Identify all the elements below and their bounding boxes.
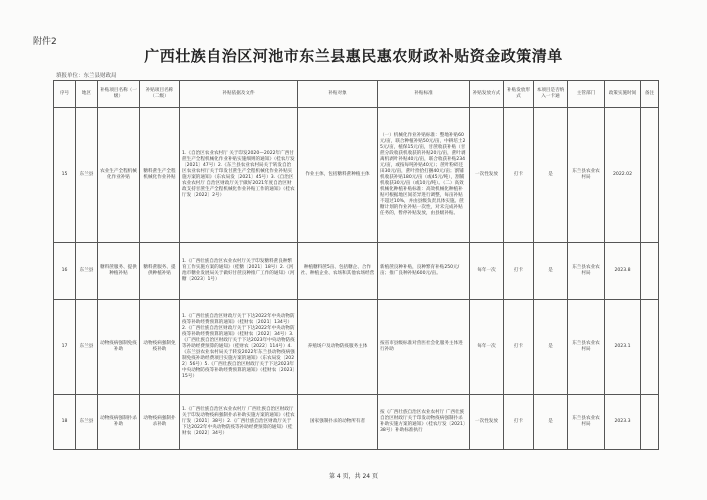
standard-cell: 按省市县级标准对兽医社会化服务主体进行补助 — [378, 300, 470, 395]
time-cell: 2023.1 — [605, 300, 641, 395]
name2-cell: 动物疫病强制免疫补助 — [140, 300, 180, 395]
note-cell — [641, 108, 659, 243]
basis-cell: 1.《广西壮族自治区农业农村厅 广西壮族自治区财政厅关于印发动物疫病强制扑杀补助实施方案的通知》（桂农厅发〔2021〕38号）2.《广西壮族自治区财政厅关于下达2022年中央动物防疫等补助经费预算的通知》（桂财农〔2022〕34号） — [180, 395, 298, 450]
basis-cell: 1.《广西壮族自治区农业农村厅关于印发糖料蔗良种繁育工作实施方案的通知》（桂糖〔2021〕18号）2.《河池市糖业发展局关于做好甘蔗良种推广工作的通知》（河糖〔2023〕1号） — [180, 243, 298, 300]
header-cell: 补贴对象 — [298, 81, 378, 108]
attachment-label: 附件2 — [33, 37, 57, 47]
yikatong-cell: 是 — [534, 300, 568, 395]
region-cell: 东兰县 — [76, 108, 98, 243]
note-cell — [641, 395, 659, 450]
name1-cell: 糖料蔗服务、提供种植补贴 — [98, 243, 140, 300]
header-cell: 补贴项目名称（二级） — [140, 81, 180, 108]
note-cell — [641, 243, 659, 300]
region-cell: 东兰县 — [76, 300, 98, 395]
target-cell: 种植糖料蔗5亩、包括糖企、合作社、种植企业、农场和其他农场经营 — [298, 243, 378, 300]
yikatong-cell: 是 — [534, 395, 568, 450]
dept-cell: 东兰县农业农村局 — [568, 300, 605, 395]
header-cell: 序号 — [54, 81, 76, 108]
header-cell: 本项目是否纳入一卡通 — [534, 81, 568, 108]
header-cell: 补贴标准 — [378, 81, 470, 108]
form-cell: 打卡 — [504, 300, 534, 395]
table-row — [54, 108, 659, 243]
standard-cell: （一）机械化作业补贴标准：整地补贴60元/亩，联合种植补贴50元/亩，中耕培土25元/亩，植保15元/亩，甘蔗收获补贴（甘蔗分段收获机收获的补贴20元/亩，蔗叶剥离机剥叶补贴40元/亩，联合收获补贴234元/亩，或按每吨补贴40元）；蔗叶粉碎还田30元/亩，蔗叶捡拾打捆40元/亩；割铺机收获补贴180元/亩（或45元/吨），割铺机收获30元/亩（或10元/吨）。（二）高效机械化种植补贴标准：高效机械化种植补贴可根据地区间差异进行调整，每亩补贴不超过10%，并由县级负责具体实施。蔗糖计划的作业补贴一次性，对未完成补贴任务的，暂停补贴发放，由县级补贴。 — [378, 108, 470, 243]
dept-cell: 东兰县农业农村局 — [568, 243, 605, 300]
document-title: 广西壮族自治区河池市东兰县惠民惠农财政补贴资金政策清单 — [144, 47, 563, 65]
header-cell: 地区 — [76, 81, 98, 108]
basis-cell: 1.《自治区农业农村厅 关于印发2020—2022年广西甘蔗生产全程机械化作业补贴实施细则的通知》（桂农厅发〔2021〕47号）2.《东兰县农业农村局关于转发自治区农业农村厅关于印发甘蔗生产全程机械化作业补贴实施方案的通知》（东农局发〔2021〕45号）3.《自治区农业农村厅 自治区财政厅关于做好2021年度自治区财政支持甘蔗生产全程机械化作业补贴工作的通知》（桂农厅发〔2022〕2号） — [180, 108, 298, 243]
reporting-unit: 填报单位：东兰县财政局 — [56, 73, 117, 79]
header-cell: 政策实施时间 — [605, 81, 641, 108]
row-number: 15 — [54, 108, 76, 243]
header-cell: 备注 — [641, 81, 659, 108]
yikatong-cell: 是 — [534, 243, 568, 300]
yikatong-cell: 是 — [534, 108, 568, 243]
note-cell — [641, 300, 659, 395]
table-row — [54, 300, 659, 395]
target-cell: 国家强制扑杀的动物所有者 — [298, 395, 378, 450]
name2-cell: 糖料蔗生产全程机械化作业补贴 — [140, 108, 180, 243]
standard-cell: 新植蔗良种补贴，良种繁育补贴250元/亩；推广良种补贴600元/亩。 — [378, 243, 470, 300]
header-cell: 补贴发放形式 — [504, 81, 534, 108]
region-cell: 东兰县 — [76, 395, 98, 450]
header-cell: 补贴项目名称（一级） — [98, 81, 140, 108]
header-cell: 补贴发放方式 — [470, 81, 504, 108]
dept-cell: 东兰县农业农村局 — [568, 395, 605, 450]
subsidy-table — [53, 80, 659, 450]
table-row — [54, 395, 659, 450]
dept-cell: 东兰县农业农村局 — [568, 108, 605, 243]
method-cell: 每年一次 — [470, 243, 504, 300]
method-cell: 一次性发放 — [470, 108, 504, 243]
row-number: 18 — [54, 395, 76, 450]
form-cell: 打卡 — [504, 108, 534, 243]
row-number: 16 — [54, 243, 76, 300]
table-header-row — [54, 81, 659, 108]
form-cell: 打卡 — [504, 243, 534, 300]
target-cell: 养殖场户及动物防疫服务主体 — [298, 300, 378, 395]
header-cell: 主管部门 — [568, 81, 605, 108]
header-cell: 补贴依据及文件 — [180, 81, 298, 108]
time-cell: 2023.3 — [605, 395, 641, 450]
row-number: 17 — [54, 300, 76, 395]
table-row — [54, 243, 659, 300]
method-cell: 每年一次 — [470, 300, 504, 395]
name1-cell: 动物疫病强制免疫补助 — [98, 300, 140, 395]
name1-cell: 农业生产全程机械化作业补贴 — [98, 108, 140, 243]
form-cell: 打卡 — [504, 395, 534, 450]
page-footer: 第 4 页，共 24 页 — [328, 473, 379, 480]
name2-cell: 动物疫病强制扑杀补助 — [140, 395, 180, 450]
standard-cell: 按《广西壮族自治区农业农村厅 广西壮族自治区财政厅关于印发动物疫病强制扑杀补助实施方案的通知》（桂农厅发〔2021〕38号）补助标准执行 — [378, 395, 470, 450]
time-cell: 2022.02 — [605, 108, 641, 243]
target-cell: 作业主体，包括糖料蔗种植主体 — [298, 108, 378, 243]
name2-cell: 糖料蔗服务、提供种植补贴 — [140, 243, 180, 300]
region-cell: 东兰县 — [76, 243, 98, 300]
method-cell: 一次性发放 — [470, 395, 504, 450]
basis-cell: 1.《广西壮族自治区财政厅关于下达2022年中央动物防疫等补助经费预算的通知》（桂财农〔2021〕134号）2.《广西壮族自治区财政厅关于下达2022年中央动物防疫等补助经费预算的通知》（桂财农〔2022〕34号）3.《广西壮族自治区财政厅关于下达2023年中央动物防疫等补助经费预算的通知》（桂财农〔2022〕114号）4.《东兰县农业农村局关于转发2022年东兰县动物疫病强制免疫补助经费项目实施方案的通知》（东农局发〔2022〕56号）5.《广西壮族自治区财政厅关于下达2023年中央动物防疫等补助经费预算的通知》（桂财农〔2023〕15号） — [180, 300, 298, 395]
time-cell: 2023.8 — [605, 243, 641, 300]
name1-cell: 动物疫病强制扑杀补助 — [98, 395, 140, 450]
